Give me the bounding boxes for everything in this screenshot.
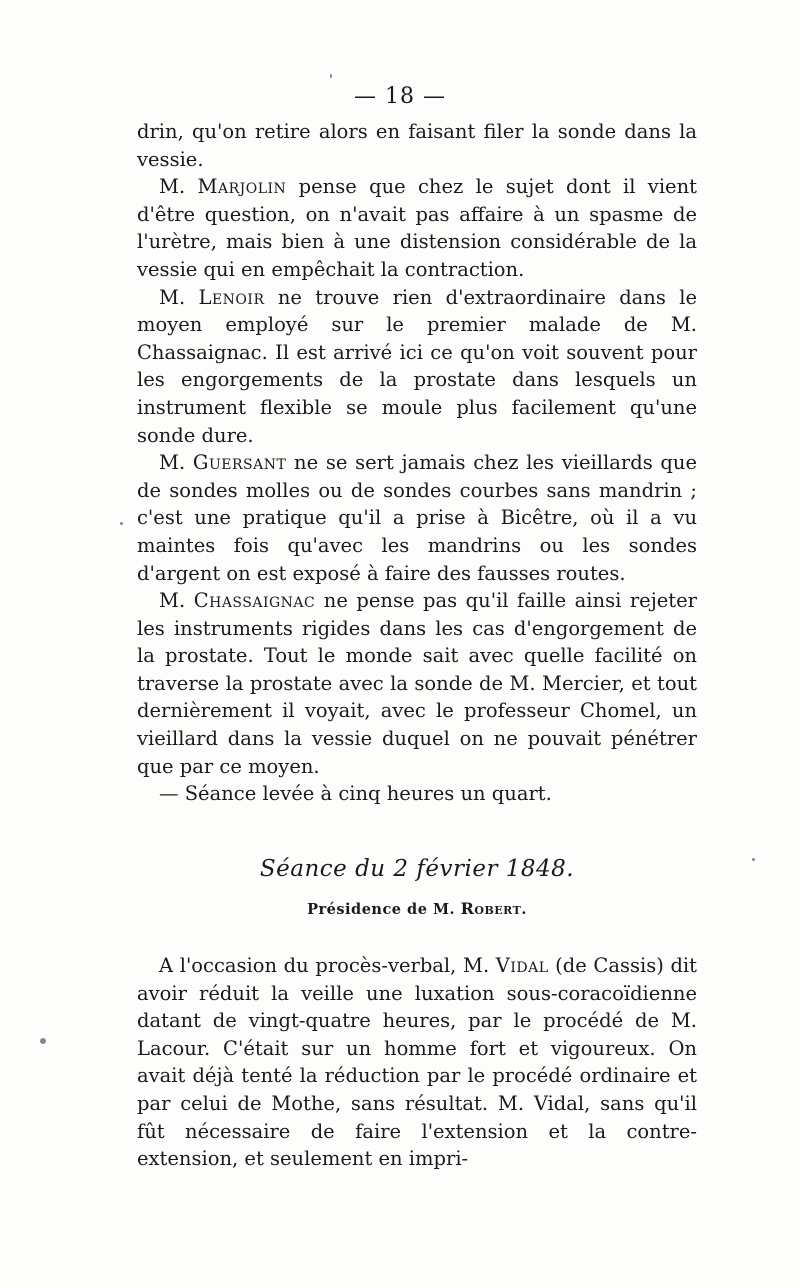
presidence-suffix: . [521,901,527,919]
paragraph-lead: A l'occasion du procès-verbal, M. [159,954,496,978]
scan-speck [330,74,332,78]
speaker-prefix: M. [159,285,199,309]
speaker-prefix: M. [159,451,193,475]
presidence-line [137,895,697,924]
speaker-name: Marjolin [197,175,287,199]
page-number: — 18 — [354,84,446,109]
speaker-name: Lenoir [198,285,265,309]
scan-speck [752,858,755,861]
speaker-prefix: M. [159,175,198,199]
presidence-name: Robert [460,899,522,919]
paragraph-marjolin [137,173,697,283]
paragraph-guersant [137,449,697,587]
paragraph-chassaignac [137,587,697,780]
paragraph-text: ne trouve rien d'extraordinaire dans le moyen employé sur le premier malade de M. Chassaignac. Il est arrivé ici ce qu'on voit souvent pour les engorgements de la prostate dans lesquels un instrument flexible se moule plus facilement qu'une sonde dure. [137,285,697,447]
scan-speck [120,522,123,525]
presidence-prefix: Présidence de M. [307,901,461,919]
speaker-name: Chassaignac [193,589,316,613]
paragraph-lenoir [137,284,697,450]
paragraph-text: (de Cassis) dit avoir réduit la veille une luxation sous-coracoïdienne datant de vingt-quatre heures, par le procédé de M. Lacour. C'était sur un homme fort et vigoureux. On avait déjà tenté la réduction par le procédé ordinaire et par celui de Mothe, sans résultat. M. Vidal, sans qu'il fût nécessaire de faire l'extension et la contre-extension, et seulement en impri- [137,954,697,1171]
paragraph-text: pense que chez le sujet dont il vient d'être question, on n'avait pas affaire à un spasme de l'urètre, mais bien à une distension considérable de la vessie qui en empêchait la contraction. [137,175,697,281]
scan-speck [40,1038,46,1044]
session-heading: Séance du 2 février 1848. [259,855,575,882]
paragraph-vidal [137,952,697,1173]
speaker-prefix: M. [159,589,194,613]
text-column [137,118,697,1173]
paragraph-continuation: drin, qu'on retire alors en faisant filer la sonde dans la vessie. [137,120,697,171]
speaker-name: Guersant [192,451,287,475]
speaker-name: Vidal [495,954,549,978]
paragraph-adjournment: — Séance levée à cinq heures un quart. [159,782,552,806]
paragraph-text: ne se sert jamais chez les vieillards que de sondes molles ou de sondes courbes sans mandrin ; c'est une pratique qu'il a prise à Bicêtre, où il a vu maintes fois qu'avec les mandrins ou les sondes d'argent on est exposé à faire des fausses routes. [137,451,697,585]
paragraph-text: ne pense pas qu'il faille ainsi rejeter les instruments rigides dans les cas d'engorgement de la prostate. Tout le monde sait avec quelle facilité on traverse la prostate avec la sonde de M. Mercier, et tout dernièrement il voyait, avec le professeur Chomel, un vieillard dans la vessie duquel on ne pouvait pénétrer que par ce moyen. [137,589,697,778]
